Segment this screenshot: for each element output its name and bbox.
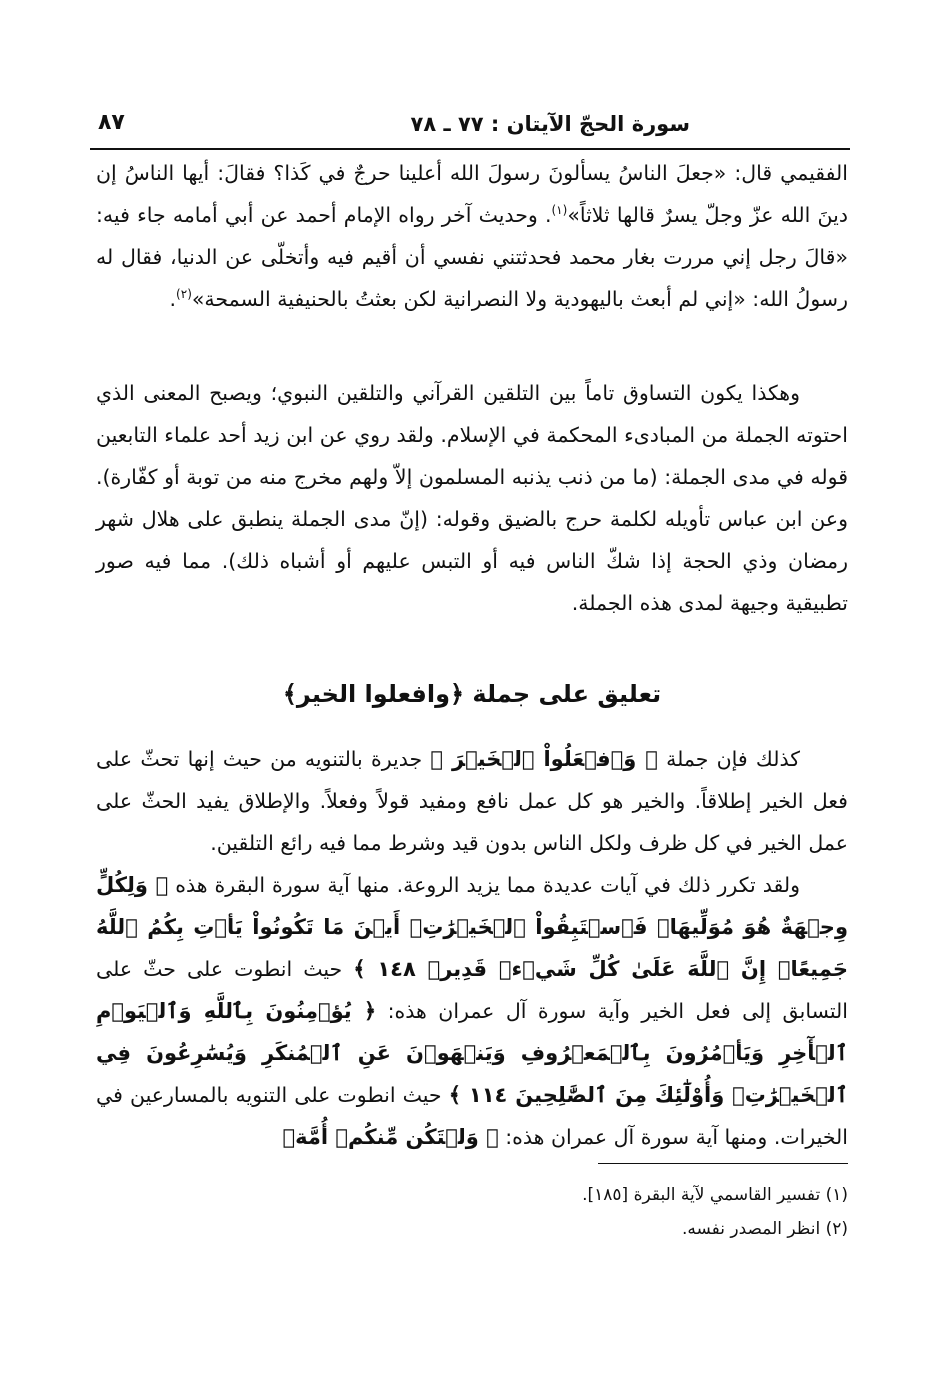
page-number: ٨٧: [98, 110, 125, 135]
body-text: [96, 152, 848, 624]
paragraph-text: حيث انطوت على التنويه بالمسارعين في الخيرات. ومنها آية سورة آل عمران هذه:: [96, 1083, 848, 1149]
section-heading: تعليق على جملة ﴿وافعلوا الخير﴾: [282, 680, 662, 708]
footnote-ref: (٢): [176, 287, 192, 302]
page-header: [90, 108, 850, 150]
paragraph-text: الفقيمي قال: «جعلَ الناسُ يسألونَ رسولَ الله أعلينا حرجٌ في كَذا؟ فقالَ: أيها الناسُ إن دينَ الله عزّ وجلّ يسرٌ قالها ثلاثاً»: [96, 161, 848, 227]
section-body: [96, 738, 848, 1158]
quran-quote: ﴿ وَٱفۡعَلُواْ ٱلۡخَيۡرَ ﴾: [430, 747, 658, 771]
paragraph-text: .: [169, 287, 177, 311]
paragraph-text: جديرة بالتنويه من حيث إنها تحثّ على فعل الخير إطلاقاً. والخير هو كل عمل نافع ومفيد قولاً وفعلاً. والإطلاق يفيد الحثّ على عمل الخير في كل ظرف ولكل الناس بدون قيد وشرط مما فيه رائع التلقين.: [96, 747, 848, 855]
paragraph-text: ولقد تكرر ذلك في آيات عديدة مما يزيد الروعة. منها آية سورة البقرة هذه: [175, 873, 800, 897]
paragraph: وهكذا يكون التساوق تاماً بين التلقين القرآني والتلقين النبوي؛ ويصبح المعنى الذي احتوته الجملة من المبادىء المحكمة في الإسلام. ولقد روي عن ابن زيد أحد علماء التابعين قوله في مدى الجملة: (ما من ذنب يذنبه المسلمون إلاّ ولهم مخرج منه من توبة أو كفّارة). وعن ابن عباس تأويله لكلمة حرج بالضيق وقوله: (إنّ مدى الجملة ينطبق على هلال شهر رمضان وذي الحجة إذا شكّ الناس فيه أو التبس عليهم أو أشباه ذلك). مما فيه صور تطبيقية وجيهة لمدى هذه الجملة.: [96, 381, 848, 615]
footnote: (٢) انظر المصدر نفسه.: [681, 1219, 848, 1239]
footnote: (١) تفسير القاسمي لآية البقرة [١٨٥].: [582, 1185, 848, 1205]
paragraph-text: كذلك فإن جملة: [666, 747, 800, 771]
paragraph: [96, 738, 848, 864]
footnotes: [96, 1178, 848, 1246]
quran-quote: ﴿ وَلِكُلٍّ وِجۡهَةٌ هُوَ مُوَلِّيهَاۖ فَٱسۡتَبِقُواْ ٱلۡخَيۡرَٰتِۚ أَيۡنَ مَا تَكُونُواْ يَأۡتِ بِكُمُ ٱللَّهُ جَمِيعًاۚ إِنَّ ٱللَّهَ عَلَىٰ كُلِّ شَيۡءٖ قَدِيرٞ ١٤٨ ﴾: [96, 873, 848, 981]
footnote-ref: (١): [551, 203, 568, 218]
running-title: سورة الحجّ الآيتان : ٧٧ ـ ٧٨: [410, 112, 690, 136]
paragraph: [96, 152, 848, 372]
quran-quote: ﴿ يُؤۡمِنُونَ بِٱللَّهِ وَٱلۡيَوۡمِ ٱلۡأٓخِرِ وَيَأۡمُرُونَ بِٱلۡمَعۡرُوفِ وَيَنۡهَوۡنَ عَنِ ٱلۡمُنكَرِ وَيُسَٰرِعُونَ فِي ٱلۡخَيۡرَٰتِۖ وَأُوْلَٰٓئِكَ مِنَ ٱلصَّٰلِحِينَ ١١٤ ﴾: [96, 999, 848, 1107]
paragraph-text: . وحديث آخر رواه الإمام أحمد عن أبي أمامه جاء فيه: «قالَ رجل إني مررت بغار محمد فحدثتني نفسي أن أقيم فيه وأتخلّى عن الدنيا، فقال له رسولُ الله: «إني لم أبعث باليهودية ولا النصرانية لكن بعثتُ بالحنيفية السمحة»: [96, 203, 848, 311]
paragraph: [96, 864, 848, 1158]
paragraph-text: حيث انطوت على حثّ على التسابق إلى فعل الخير وآية سورة آل عمران هذه:: [96, 957, 848, 1023]
footnote-divider: [598, 1163, 848, 1164]
quran-quote: ﴿ وَلۡتَكُن مِّنكُمۡ أُمَّةٞ: [282, 1125, 499, 1149]
